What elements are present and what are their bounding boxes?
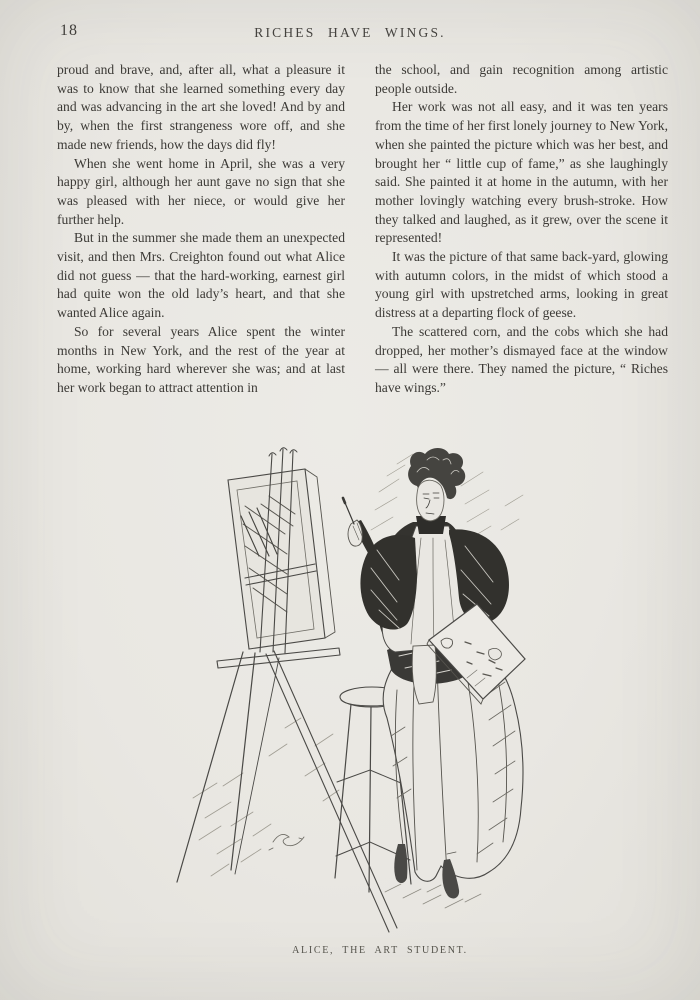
paragraph: So for several years Alice spent the winter months in New York, and the rest of the year at home, working hard wherever she was; and at last her work began to attract attention in bbox=[57, 323, 345, 395]
paragraph: Her work was not all easy, and it was ten years from the time of her first lonely journey to New York, when she painted the picture which was her best, and brought her “ little cup of fame,” as she laughingly said. She painted it at home in the autumn, with her mother lovingly watching every brush-stroke. How they talked and laughed, as it grew, over the scene it represented! bbox=[375, 99, 668, 246]
easel-canvas bbox=[228, 469, 335, 649]
ground-hatch bbox=[193, 718, 339, 876]
alice-at-easel-drawing bbox=[165, 446, 565, 936]
page-number: 18 bbox=[60, 22, 78, 39]
artist-signature bbox=[269, 834, 304, 850]
paragraph: When she went home in April, she was a very happy girl, although her aunt gave no sign that she was pleased with her niece, or would give her further help. bbox=[57, 155, 345, 227]
hand bbox=[348, 520, 362, 546]
head bbox=[408, 448, 465, 534]
paragraph: But in the summer she made them an unexpected visit, and then Mrs. Creighton found out what Alice did not guess — that the hard-working, earnest girl had quite won the old lady’s heart, and that she wanted Alice again. bbox=[57, 230, 345, 321]
illustration-caption: ALICE, THE ART STUDENT. bbox=[292, 945, 468, 956]
paragraph: the school, and gain recognition among artistic people outside. bbox=[375, 62, 668, 96]
body-text bbox=[57, 61, 668, 398]
hand-on-palette bbox=[489, 648, 502, 660]
right-column bbox=[375, 61, 668, 398]
face bbox=[417, 480, 444, 521]
running-title: RICHES HAVE WINGS. bbox=[254, 25, 446, 40]
illustration bbox=[165, 446, 565, 956]
raised-arm bbox=[343, 498, 417, 630]
paragraph: proud and brave, and, after all, what a pleasure it was to know that she learned something every day and was advancing in the art she loved! And by and by, when the first strangeness wore off, and she made new friends, how the days did fly! bbox=[57, 62, 345, 152]
left-column bbox=[57, 61, 345, 398]
paragraph: It was the picture of that same back-yard, glowing with autumn colors, in the midst of which stood a young girl with upstretched arms, looking in great distress at a departing flock of geese. bbox=[375, 249, 668, 321]
paragraph: The scattered corn, and the cobs which she had dropped, her mother’s dismayed face at the window — all were there. They named the picture, “ Riches have wings.” bbox=[375, 323, 668, 395]
